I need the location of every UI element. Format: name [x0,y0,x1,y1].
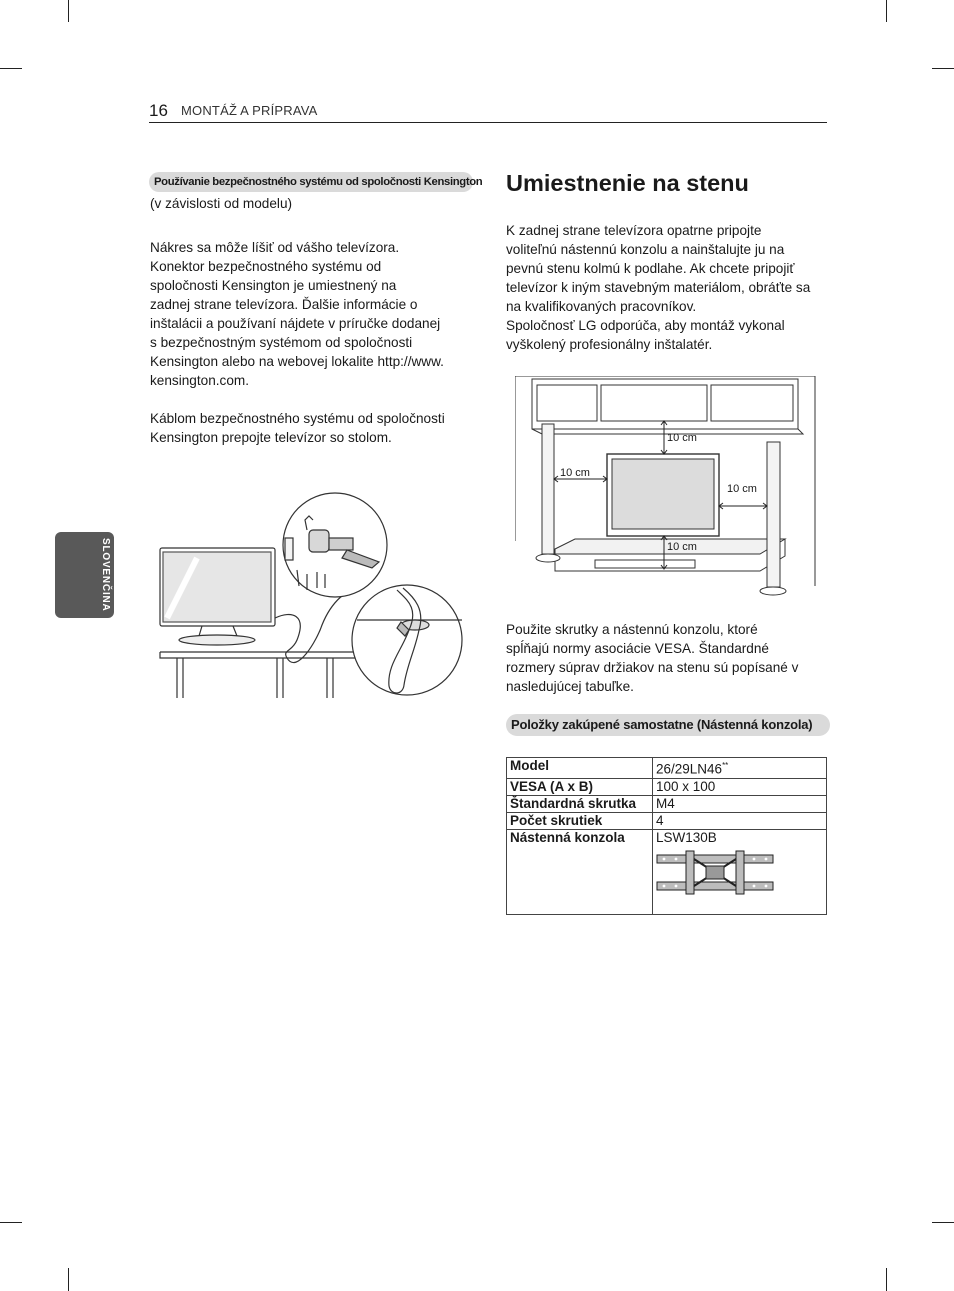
screw-value: M4 [653,795,827,812]
wall-mount-intro: K zadnej strane televízora opatrne pripojte voliteľnú nástennú konzolu a nainštalujte ju na pevnú stenu kolmú k podlahe. Ak chcete pripojiť televízor k iným stavebným materiálom, obráťte sa na kvalifikovaných pracovníkov. Spoločnosť LG odporúča, aby montáž vykonal vyškolený profesionálny inštalatér. [506,223,811,352]
wall-bracket-image [656,850,774,896]
clearance-top-label: 10 cm [667,432,697,444]
model-value-cell [653,758,827,779]
model-value: 26/29LN46 [656,761,723,777]
bracket-value: LSW130B [656,829,717,845]
language-side-tab [55,532,114,618]
model-suffix: ** [722,761,729,770]
crop-mark [68,1268,69,1291]
crop-mark [0,1222,22,1223]
clearance-bottom-label: 10 cm [667,541,697,553]
model-label: Model [507,758,653,779]
language-label: SLOVENČINA [100,538,111,612]
screw-count-value: 4 [653,812,827,829]
bracket-cell [653,829,827,914]
vesa-label: VESA (A x B) [507,778,653,795]
bracket-label: Nástenná konzola [507,829,653,914]
clearance-right-label: 10 cm [727,483,757,495]
page-header [149,100,827,123]
crop-mark [68,0,69,22]
table-row [507,778,827,795]
crop-mark [0,68,22,69]
screw-count-label: Počet skrutiek [507,812,653,829]
kensington-lock-illustration [157,490,463,702]
vesa-paragraph: Použite skrutky a nástennú konzolu, ktoré spĺňajú normy asociácie VESA. Štandardné rozmery súprav držiakov na stenu sú popísané v nasledujúcej tabuľke. [506,622,799,694]
table-row [507,829,827,914]
table-row [507,795,827,812]
clearance-left-label: 10 cm [560,467,590,479]
section-title: MONTÁŽ A PRÍPRAVA [181,103,318,118]
purchased-separately-heading: Položky zakúpené samostatne (Nástenná konzola) [506,714,830,736]
crop-mark [932,1222,954,1223]
table-row [507,812,827,829]
page-number: 16 [149,101,168,120]
kensington-paragraph-1: Nákres sa môže líšiť od vášho televízora. Konektor bezpečnostného systému od spoločnosti Kensington je umiestnený na zadnej strane televízora. Ďalšie informácie o inštalácii a používaní nájdete v príručke dodanej s bezpečnostným systémom od spoločnosti Kensington alebo na webovej lokalite http://www. kensington.com. [150,240,444,388]
screw-label: Štandardná skrutka [507,795,653,812]
crop-mark [932,68,954,69]
vesa-value: 100 x 100 [653,778,827,795]
crop-mark [886,0,887,22]
kensington-heading: Používanie bezpečnostného systému od spoločnosti Kensington [149,172,473,192]
model-note: (v závislosti od modelu) [150,196,293,211]
section-heading: Umiestnenie na stenu [506,170,749,196]
table-row [507,758,827,779]
kensington-paragraph-2: Káblom bezpečnostného systému od spoločnosti Kensington prepojte televízor so stolom. [150,411,445,445]
wall-clearance-diagram [515,376,818,604]
wall-mount-spec-table [506,757,827,915]
crop-mark [886,1268,887,1291]
